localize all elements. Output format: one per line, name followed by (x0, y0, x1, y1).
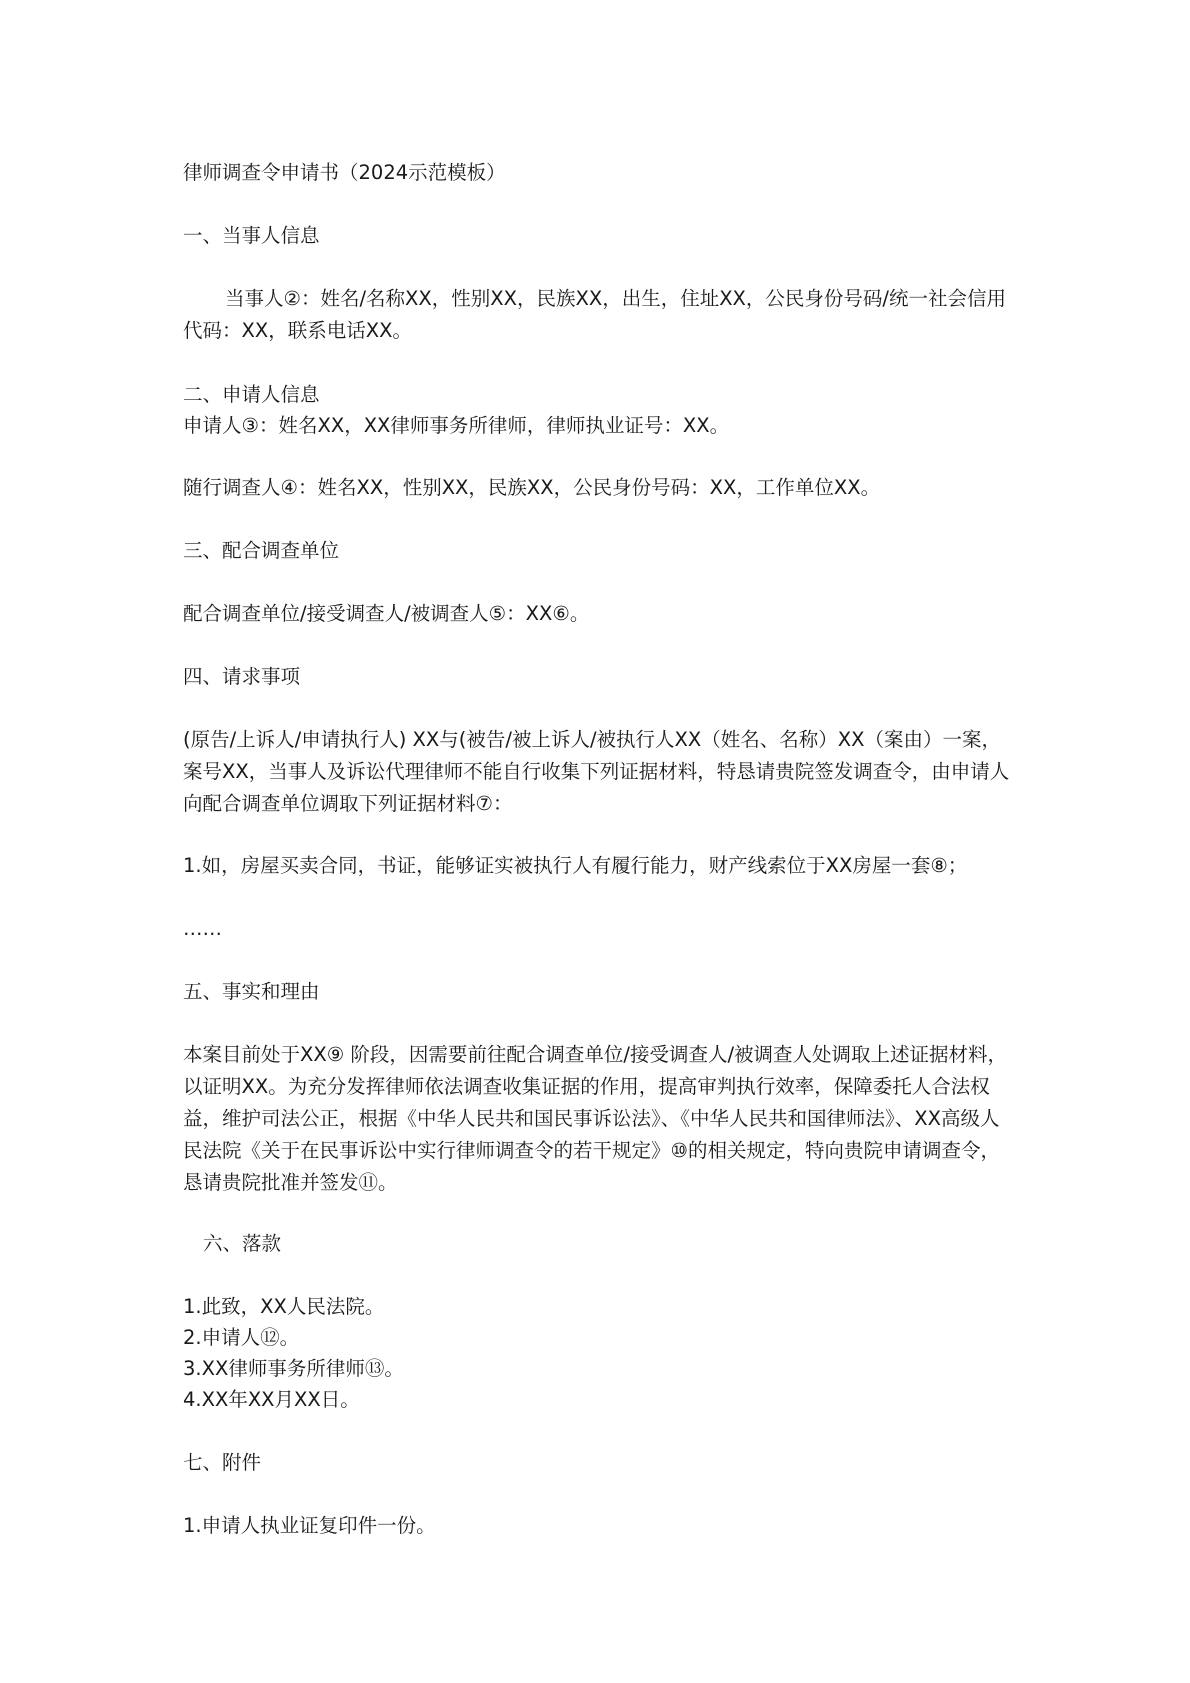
section1-body: 当事人②：姓名/名称XX，性别XX，民族XX，出生，住址XX，公民身份号码/统一社会信用代码：XX，联系电话XX。 (183, 287, 1006, 342)
section2-companion: 随行调查人④：姓名XX，性别XX，民族XX，公民身份号码：XX，工作单位XX。 (183, 476, 881, 499)
section1-heading: 一、当事人信息 (183, 224, 320, 247)
attachment-item-1: 1.申请人执业证复印件一份。 (183, 1514, 436, 1537)
section4-body: (原告/上诉人/申请执行人) XX与(被告/被上诉人/被执行人XX（姓名、名称）XX（案由）一案，案号XX，当事人及诉讼代理律师不能自行收集下列证据材料，特恳请贵院签发调查令，由申请人向配合调查单位调取下列证据材料⑦： (183, 728, 1010, 815)
section6-heading: 六、落款 (203, 1232, 282, 1255)
section3-heading: 三、配合调查单位 (183, 539, 340, 562)
section4-item1: 1.如，房屋买卖合同，书证，能够证实被执行人有履行能力，财产线索位于XX房屋一套⑧； (183, 854, 968, 877)
section5-body: 本案目前处于XX⑨ 阶段，因需要前往配合调查单位/接受调查人/被调查人处调取上述证据材料，以证明XX。为充分发挥律师依法调查收集证据的作用，提高审判执行效率，保障委托人合法权益，维护司法公正，根据《中华人民共和国民事诉讼法》、《中华人民共和国律师法》、XX高级人民法院《关于在民事诉讼中实行律师调查令的若干规定》⑩的相关规定，特向贵院申请调查令，恳请贵院批准并签发⑪。 (183, 1043, 1008, 1194)
document-title: 律师调查令申请书（2024示范模板） (183, 161, 506, 184)
signature-item-1: 1.此致，XX人民法院。 (183, 1295, 385, 1318)
section4-heading: 四、请求事项 (183, 665, 301, 688)
section5-heading: 五、事实和理由 (183, 980, 320, 1003)
signature-item-3: 3.XX律师事务所律师⑬。 (183, 1357, 404, 1380)
section4-ellipsis: …… (183, 917, 222, 940)
section2-applicant: 申请人③：姓名XX，XX律师事务所律师，律师执业证号：XX。 (183, 414, 730, 437)
section3-body: 配合调查单位/接受调查人/被调查人⑤：XX⑥。 (183, 602, 590, 625)
document-page (183, 0, 1013, 1683)
signature-item-2: 2.申请人⑫。 (183, 1326, 300, 1349)
section7-heading: 七、附件 (183, 1451, 262, 1474)
signature-item-4: 4.XX年XX月XX日。 (183, 1388, 360, 1411)
section2-heading: 二、申请人信息 (183, 383, 320, 406)
